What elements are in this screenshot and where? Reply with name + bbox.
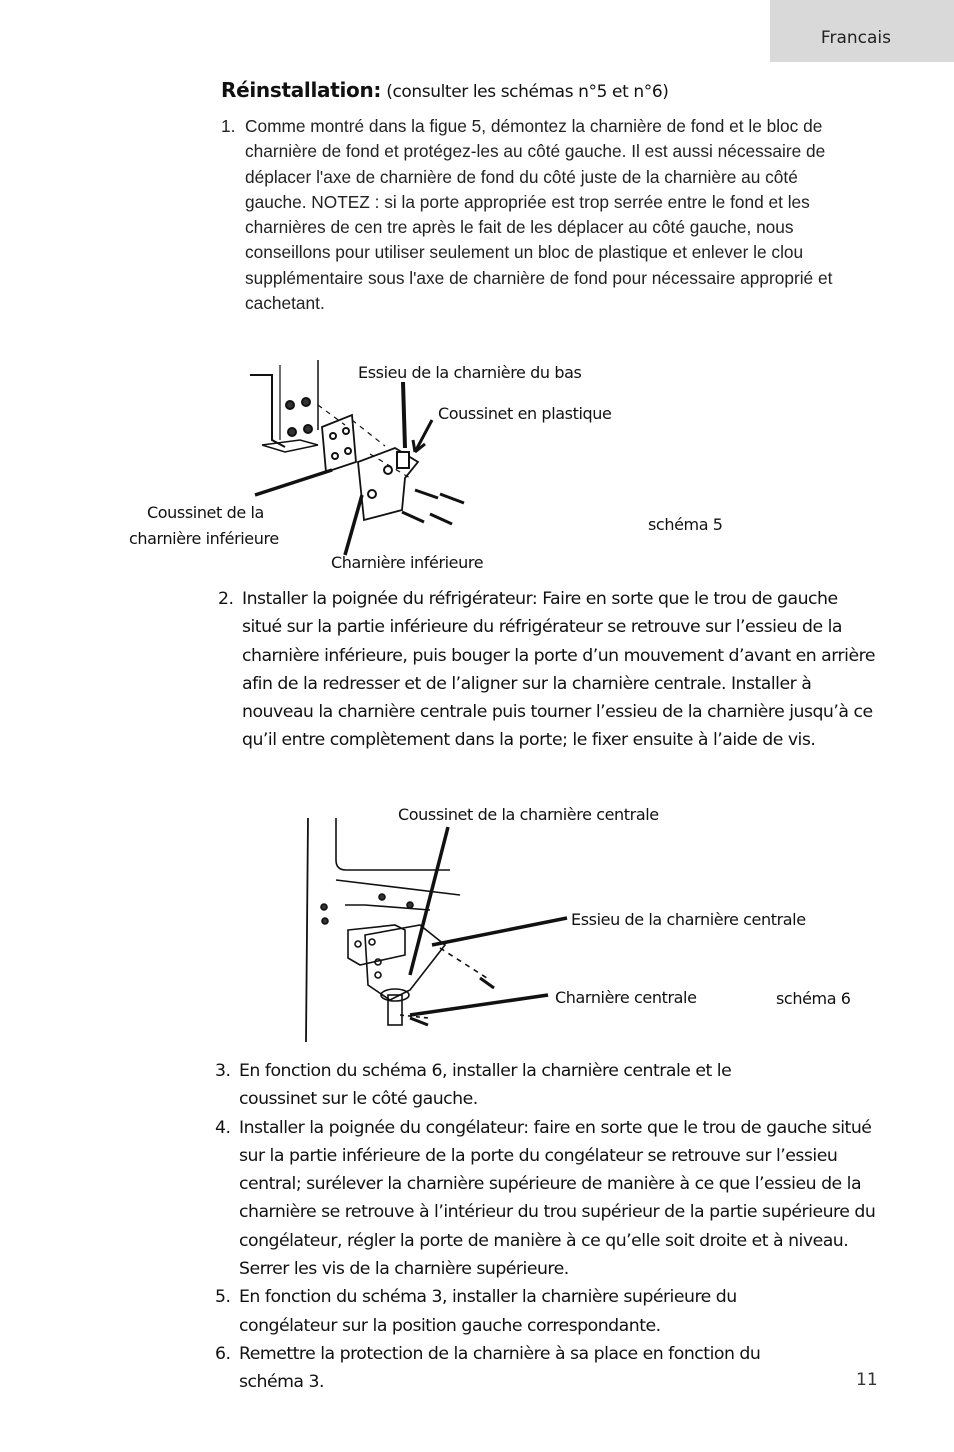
fig6-label-pad: Coussinet de la charnière centrale: [398, 805, 659, 824]
step-2-number: 2.: [218, 589, 234, 609]
fig5-label-plastic-pad: Coussinet en plastique: [438, 404, 612, 423]
step-1-number: 1.: [221, 116, 236, 136]
list-item: [215, 1114, 885, 1284]
page-number: 11: [856, 1370, 878, 1390]
fig6-label-hinge: Charnière centrale: [555, 988, 697, 1007]
step-2: [218, 585, 878, 755]
step-text: En fonction du schéma 3, installer la charnière supérieure du congélateur sur la position gauche correspondante.: [239, 1287, 737, 1336]
fig6-label-axle: Essieu de la charnière centrale: [571, 910, 806, 929]
fig6-caption: schéma 6: [776, 989, 851, 1008]
steps-list: [215, 1057, 885, 1397]
step-number: 5.: [215, 1287, 231, 1308]
fig5-label-axle: Essieu de la charnière du bas: [358, 363, 582, 382]
step-text: En fonction du schéma 6, installer la charnière centrale et le coussinet sur le côté gauche.: [239, 1061, 732, 1110]
list-item: [215, 1340, 885, 1397]
language-label: Francais: [820, 28, 891, 48]
step-number: 4.: [215, 1117, 231, 1138]
list-item: [215, 1057, 885, 1114]
list-item: [215, 1283, 885, 1340]
fig5-caption: schéma 5: [648, 515, 723, 534]
step-text: Installer la poignée du congélateur: faire en sorte que le trou de gauche situé sur la partie inférieure de la porte du congélateur se retrouve sur l’essieu central; surélever la charnière supérieure de manière à ce que l’essieu de la charnière se retrouve à l’intérieur du trou supérieur de la partie supérieure du congélateur, régler la porte de manière à ce qu’elle soit droite et à niveau. Serrer les vis de la charnière supérieure.: [239, 1117, 876, 1280]
fig5-label-pad-line2: charnière inférieure: [129, 529, 279, 548]
step-number: 6.: [215, 1343, 231, 1364]
step-text: Remettre la protection de la charnière à sa place en fonction du schéma 3.: [239, 1343, 761, 1393]
step-1-text: Comme montré dans la figue 5, démontez la charnière de fond et le bloc de charnière de fond et protégez-les au côté gauche. Il est aussi nécessaire de déplacer l'axe de charnière de fond du côté juste de la charnière au côté gauche. NOTEZ : si la porte appropriée est trop serrée entre le fond et les charnières de cen tre après le fait de les déplacer au côté gauche, nous conseillons pour utiliser seulement un bloc de plastique et enlever le clou supplémentaire sous l'axe de charnière de fond pour nécessaire approprié et cachetant.: [245, 116, 833, 314]
heading-subtitle: (consulter les schémas n°5 et n°6): [386, 82, 669, 102]
fig5-label-hinge: Charnière inférieure: [331, 553, 484, 572]
step-2-text: Installer la poignée du réfrigérateur: Faire en sorte que le trou de gauche situé sur la partie inférieure du réfrigérateur se retrouve sur l’essieu de la charnière inférieure, puis bouger la porte d’un mouvement d’avant en arrière afin de la redresser et de l’aligner sur la charnière centrale. Installer à nouveau la charnière centrale puis tourner l’essieu de la charnière jusqu’à ce qu’il entre complètement dans la porte; le fixer ensuite à l’aide de vis.: [242, 589, 875, 751]
heading-title: Réinstallation:: [221, 78, 382, 102]
fig5-label-pad-line1: Coussinet de la: [147, 503, 264, 522]
step-number: 3.: [215, 1061, 231, 1081]
